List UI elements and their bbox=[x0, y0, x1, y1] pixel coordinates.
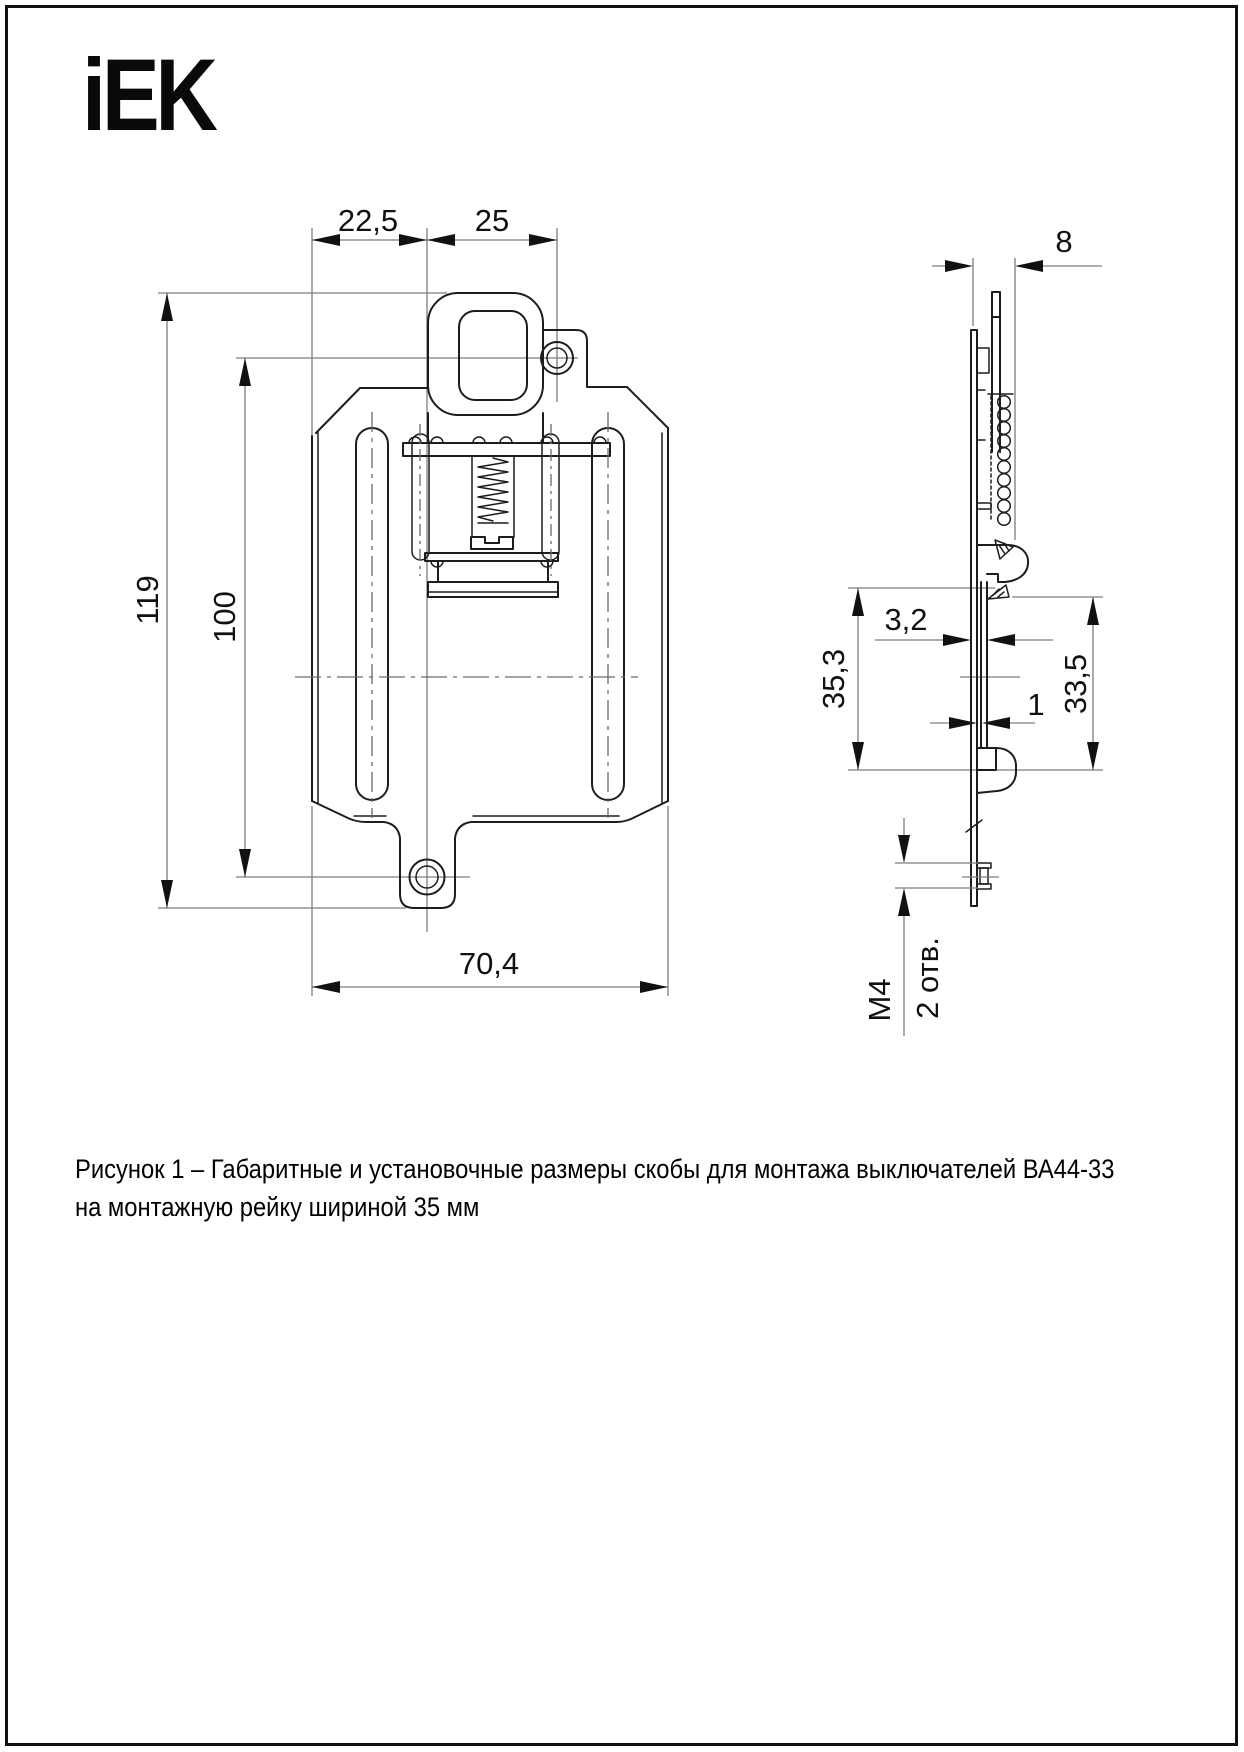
top-right-ear bbox=[543, 330, 668, 428]
dim-overall-height bbox=[130, 293, 173, 908]
bent-tab bbox=[977, 348, 989, 373]
handle-plate bbox=[992, 292, 1000, 452]
coil-loop bbox=[998, 448, 1011, 461]
lower-plate bbox=[428, 582, 558, 597]
arrowhead bbox=[1087, 597, 1099, 625]
dim-label: 25 bbox=[474, 203, 510, 238]
arrowhead bbox=[1015, 260, 1043, 272]
m4-boss bbox=[962, 863, 999, 889]
lower-crossbar bbox=[425, 553, 558, 561]
catch-wedge-upper bbox=[995, 540, 1013, 559]
spring-mechanism bbox=[403, 437, 610, 597]
thread-callout bbox=[862, 818, 978, 1036]
dim-label: 100 bbox=[207, 591, 242, 643]
handle-column bbox=[428, 413, 543, 443]
bottom-edge bbox=[312, 801, 668, 908]
handle-loop-inner bbox=[459, 311, 527, 400]
arrowhead bbox=[852, 588, 864, 616]
arrowhead bbox=[312, 234, 340, 246]
arrowhead bbox=[898, 835, 910, 863]
iek-logo: iEK bbox=[82, 38, 214, 152]
dim-label: 70,4 bbox=[458, 946, 520, 981]
dim-label: 8 bbox=[1055, 224, 1073, 259]
break-mark bbox=[966, 820, 982, 832]
dim-hole-spacing-horizontal bbox=[427, 203, 557, 246]
dim-label: 35,3 bbox=[816, 648, 851, 710]
bend-ticks bbox=[977, 390, 985, 440]
dim-label: 1 bbox=[1027, 687, 1045, 722]
thread-label: M4 bbox=[862, 978, 897, 1022]
coil-loop bbox=[998, 461, 1011, 474]
figure-caption bbox=[75, 1150, 1114, 1226]
dim-label: 22,5 bbox=[337, 203, 399, 238]
arrowhead bbox=[945, 260, 973, 272]
dim-plate-offset bbox=[875, 602, 1053, 646]
catch-wedge-lower bbox=[988, 585, 1009, 599]
dim-label: 119 bbox=[130, 575, 165, 625]
arrowhead bbox=[640, 981, 668, 993]
coil-loop bbox=[998, 500, 1011, 513]
notch bbox=[977, 503, 991, 509]
boss-body bbox=[980, 868, 988, 884]
arrowhead bbox=[943, 634, 971, 646]
bracket-profile bbox=[962, 292, 1028, 906]
arrowhead bbox=[949, 717, 977, 729]
arrowhead bbox=[239, 358, 251, 386]
dim-label: 33,5 bbox=[1058, 653, 1093, 715]
dim-overall-width bbox=[312, 946, 668, 993]
caption-line-1: Рисунок 1 – Габаритные и установочные размеры скобы для монтажа выключателей ВА44-33 bbox=[75, 1154, 1115, 1184]
dim-label: 3,2 bbox=[884, 602, 928, 637]
bracket-outline bbox=[312, 293, 668, 908]
arrowhead bbox=[427, 234, 455, 246]
coil-loop bbox=[998, 513, 1011, 526]
arrowhead bbox=[312, 981, 340, 993]
arrowhead bbox=[1087, 742, 1099, 770]
dim-hole-spacing-vertical bbox=[207, 358, 251, 877]
side-slots bbox=[356, 428, 624, 800]
wedge-hatch bbox=[993, 589, 1004, 597]
step-joints bbox=[438, 561, 548, 582]
arrowhead bbox=[852, 742, 864, 770]
main-plate bbox=[971, 330, 977, 906]
spring-coil bbox=[478, 458, 508, 521]
arrowhead bbox=[161, 880, 173, 908]
center-lines bbox=[295, 412, 638, 818]
slider-block bbox=[471, 537, 513, 549]
dim-offset-left bbox=[312, 203, 427, 246]
arrowhead bbox=[898, 888, 910, 916]
arrowhead bbox=[399, 234, 427, 246]
arrowhead bbox=[529, 234, 557, 246]
boss-flange bbox=[977, 884, 991, 889]
front-view bbox=[130, 203, 668, 996]
caption-line-2: на монтажную рейку шириной 35 мм bbox=[75, 1192, 480, 1222]
upper-crossbar bbox=[403, 443, 610, 456]
dim-rail-opening bbox=[816, 588, 864, 770]
holes-label: 2 отв. bbox=[910, 937, 945, 1019]
dim-thickness bbox=[932, 224, 1102, 272]
dim-clip-opening bbox=[1058, 597, 1099, 770]
arrowhead bbox=[987, 634, 1015, 646]
arrowhead bbox=[161, 293, 173, 321]
arrowhead bbox=[239, 849, 251, 877]
coil-loop bbox=[998, 474, 1011, 487]
side-view bbox=[816, 224, 1103, 1036]
coil-loop bbox=[998, 487, 1011, 500]
